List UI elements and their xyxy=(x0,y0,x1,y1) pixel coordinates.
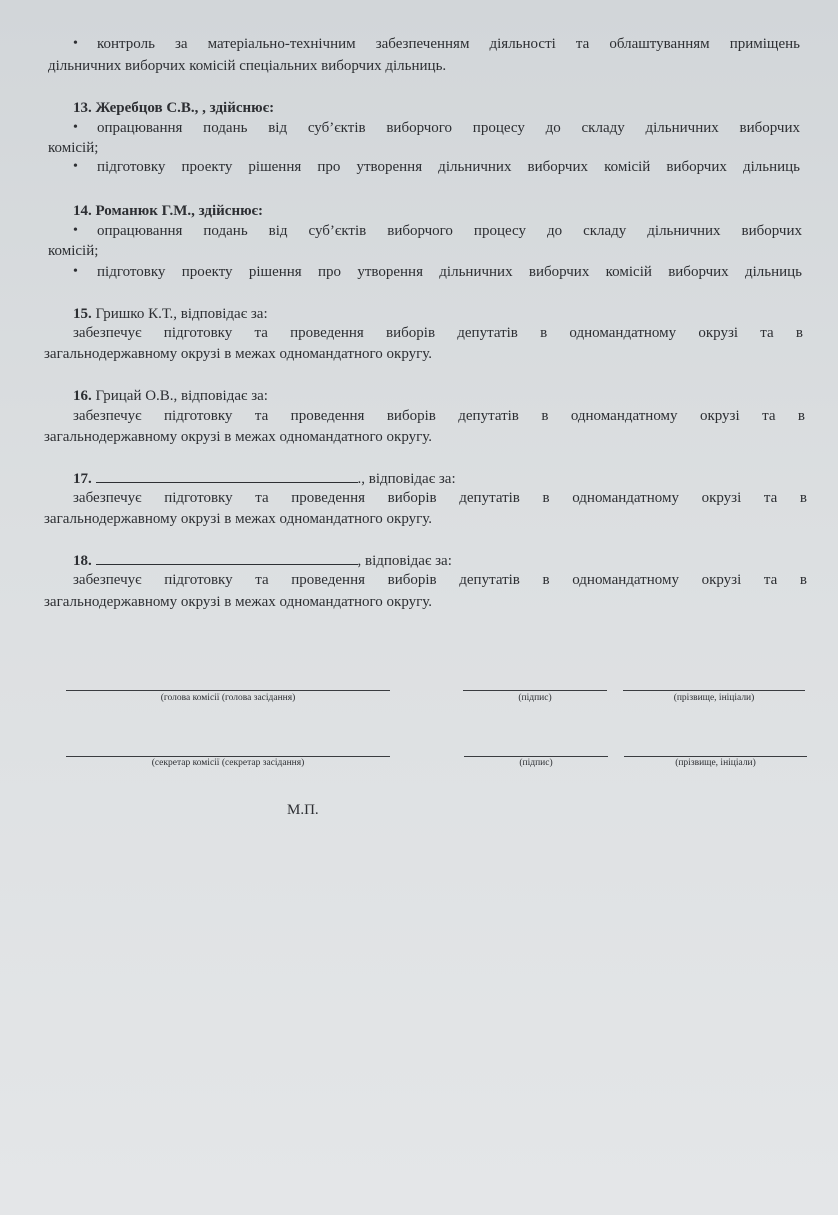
block17-heading xyxy=(73,468,456,489)
block15-line1: забезпечує підготовку та проведення виборів депутатів в одномандатному окрузі та в xyxy=(73,325,803,341)
block17-blank-line xyxy=(96,468,358,483)
block12-bullet1-line1: • контроль за матеріально-технічним забезпеченням діяльності та облаштуванням приміщень xyxy=(97,34,800,54)
block13-bullet1-line2: комісій; xyxy=(48,140,99,156)
block15-heading xyxy=(73,304,268,324)
block17-line1: забезпечує підготовку та проведення виборів депутатів в одномандатному окрузі та в xyxy=(73,490,807,506)
secretary-caption: (секретар комісії (секретар засідання) xyxy=(151,758,305,768)
block17-tail: ., відповідає за: xyxy=(357,471,456,487)
chair-sign-caption: (підпис) xyxy=(518,693,552,703)
block16-line2: загальнодержавному окрузі в межах одномандатного округу. xyxy=(44,429,433,445)
block16-heading xyxy=(73,386,268,406)
block18-heading xyxy=(73,550,452,571)
chair-name-caption: (прізвище, ініціали) xyxy=(673,693,755,703)
secretary-name-caption: (прізвище, ініціали) xyxy=(675,758,756,768)
block18-line1: забезпечує підготовку та проведення виборів депутатів в одномандатному окрузі та в xyxy=(73,572,807,588)
block17-line2: загальнодержавному окрузі в межах одномандатного округу. xyxy=(44,511,433,527)
block17-number: 17. xyxy=(73,471,92,487)
chair-signature-line xyxy=(66,690,390,691)
block15-number: 15. xyxy=(73,306,92,322)
block18-number: 18. xyxy=(73,553,92,569)
block13-bullet2: • підготовку проекту рішення про утворення дільничних виборчих комісій виборчих дільниць xyxy=(97,157,800,177)
block16-number: 16. xyxy=(73,388,92,404)
block15-name: Гришко К.Т., відповідає за: xyxy=(95,306,268,322)
chair-caption: (голова комісії (голова засідання) xyxy=(160,693,296,703)
secretary-sign-caption: (підпис) xyxy=(519,758,553,768)
block14-bullet1-line1: • опрацювання подань від суб’єктів виборчого процесу до складу дільничних виборчих xyxy=(97,221,802,241)
block14-bullet2: • підготовку проекту рішення про утворення дільничних виборчих комісій виборчих дільниць xyxy=(97,262,802,282)
stamp-place-label: М.П. xyxy=(287,802,319,818)
block16-name: Грицай О.В., відповідає за: xyxy=(95,388,268,404)
block14-heading: 14. Романюк Г.М., здійснює: xyxy=(73,203,264,219)
block18-line2: загальнодержавному окрузі в межах одномандатного округу. xyxy=(44,594,433,610)
block16-line1: забезпечує підготовку та проведення виборів депутатів в одномандатному окрузі та в xyxy=(73,408,805,424)
block12-bullet1-line2: дільничних виборчих комісій спеціальних виборчих дільниць. xyxy=(48,58,447,74)
chair-sign-line xyxy=(463,690,607,691)
block18-tail: , відповідає за: xyxy=(357,553,452,569)
block14-bullet1-line2: комісій; xyxy=(48,243,99,259)
block13-bullet1-line1: • опрацювання подань від суб’єктів виборчого процесу до складу дільничних виборчих xyxy=(97,118,800,138)
block15-line2: загальнодержавному окрузі в межах одномандатного округу. xyxy=(44,346,433,362)
block18-blank-line xyxy=(96,550,358,565)
chair-name-line xyxy=(623,690,805,691)
block13-heading: 13. Жеребцов С.В., , здійснює: xyxy=(73,100,275,116)
